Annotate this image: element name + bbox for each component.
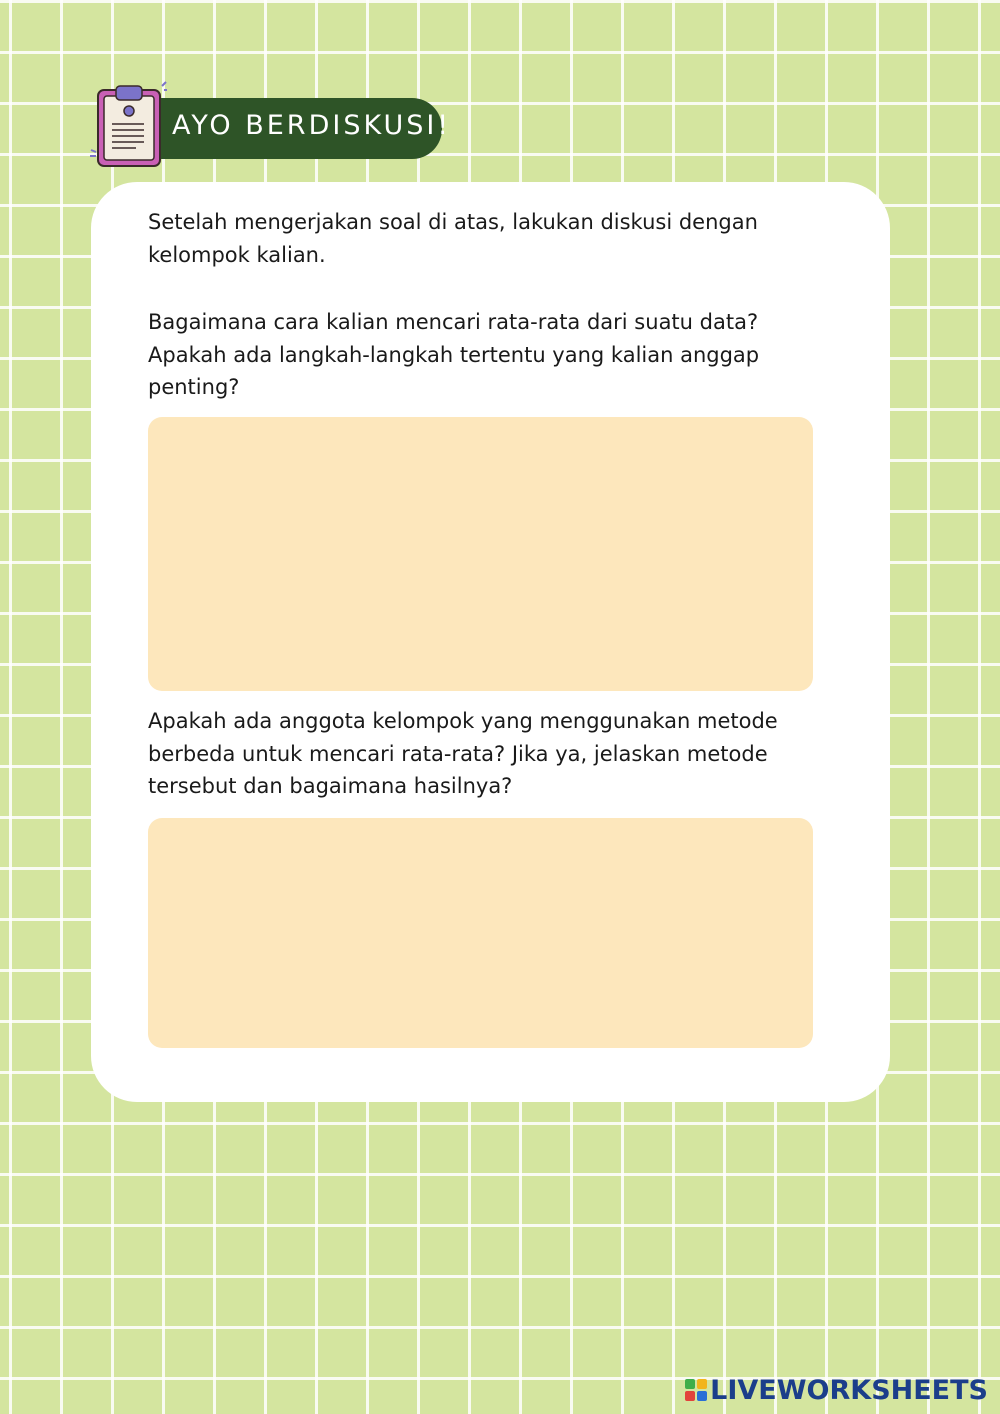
- clipboard-icon: [88, 80, 168, 170]
- liveworksheets-watermark: [685, 1374, 988, 1406]
- answer-2-box[interactable]: [148, 818, 813, 1048]
- header-title: AYO BERDISKUSI!: [172, 110, 452, 141]
- section-header: [88, 80, 452, 170]
- liveworksheets-logo-icon: [685, 1379, 707, 1401]
- answer-1-box[interactable]: [148, 417, 813, 691]
- watermark-text: LIVEWORKSHEETS: [710, 1374, 988, 1406]
- discussion-card: [91, 182, 890, 1102]
- question-2-text: Apakah ada anggota kelompok yang menggunakan metode berbeda untuk mencari rata-rata? Jika ya, jelaskan metode tersebut dan bagaimana hasilnya?: [148, 709, 778, 798]
- question-1-text: Bagaimana cara kalian mencari rata-rata dari suatu data? Apakah ada langkah-langkah tertentu yang kalian anggap penting?: [148, 310, 760, 399]
- intro-text: Setelah mengerjakan soal di atas, lakukan diskusi dengan kelompok kalian.: [148, 210, 758, 267]
